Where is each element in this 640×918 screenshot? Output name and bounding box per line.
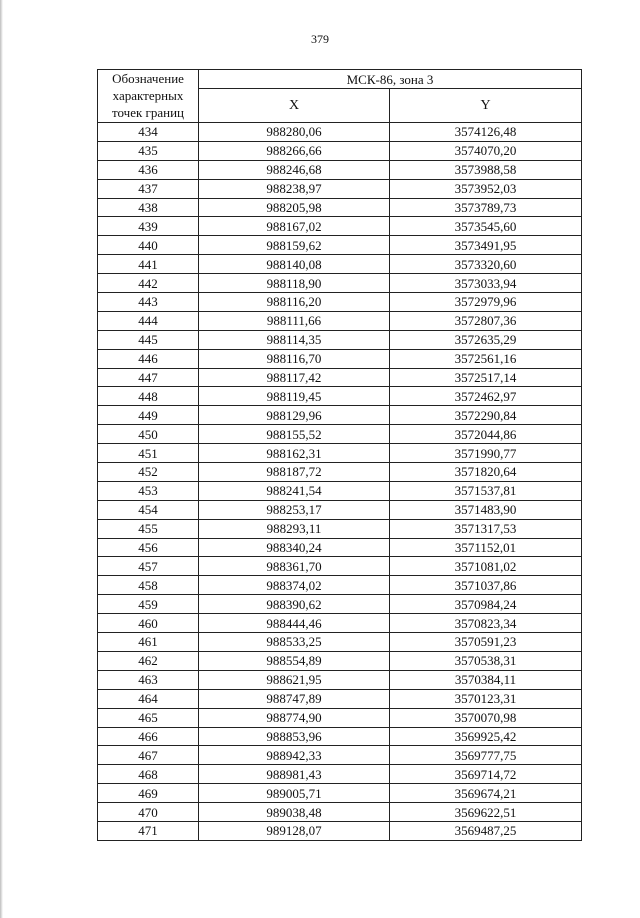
point-cell: 469 [98,784,199,803]
point-cell: 438 [98,198,199,217]
y-cell: 3569622,51 [390,803,582,822]
point-cell: 468 [98,765,199,784]
point-cell: 444 [98,311,199,330]
x-cell: 988293,11 [199,519,390,538]
x-cell: 988374,02 [199,576,390,595]
point-cell: 462 [98,651,199,670]
x-cell: 988119,45 [199,387,390,406]
y-cell: 3571820,64 [390,463,582,482]
y-cell: 3573952,03 [390,179,582,198]
point-cell: 457 [98,557,199,576]
table-row [98,538,582,557]
point-cell: 440 [98,236,199,255]
point-cell: 434 [98,123,199,142]
x-cell: 988253,17 [199,500,390,519]
y-cell: 3572807,36 [390,311,582,330]
table-row [98,425,582,444]
point-cell: 458 [98,576,199,595]
y-cell: 3573491,95 [390,236,582,255]
x-cell: 988390,62 [199,595,390,614]
point-cell: 461 [98,633,199,652]
x-cell: 988280,06 [199,123,390,142]
y-cell: 3571483,90 [390,500,582,519]
page-number: 379 [311,32,329,46]
y-cell: 3572290,84 [390,406,582,425]
table-row [98,349,582,368]
table-row [98,481,582,500]
y-cell: 3572635,29 [390,330,582,349]
table-row [98,708,582,727]
x-cell: 988238,97 [199,179,390,198]
point-cell: 445 [98,330,199,349]
table-row [98,765,582,784]
y-cell: 3570984,24 [390,595,582,614]
x-cell: 988116,70 [199,349,390,368]
point-cell: 453 [98,481,199,500]
x-cell: 988117,42 [199,368,390,387]
y-cell: 3573545,60 [390,217,582,236]
table-row [98,236,582,255]
table-row [98,330,582,349]
x-cell: 988533,25 [199,633,390,652]
point-cell: 459 [98,595,199,614]
y-cell: 3573789,73 [390,198,582,217]
x-cell: 988129,96 [199,406,390,425]
point-cell: 456 [98,538,199,557]
x-cell: 988159,62 [199,236,390,255]
scan-edge-shadow [0,0,3,918]
x-cell: 988111,66 [199,311,390,330]
table-row [98,614,582,633]
y-cell: 3573320,60 [390,255,582,274]
table-row [98,633,582,652]
y-cell: 3569674,21 [390,784,582,803]
x-cell: 988942,33 [199,746,390,765]
x-cell: 988246,68 [199,160,390,179]
point-cell: 463 [98,670,199,689]
y-cell: 3571037,86 [390,576,582,595]
table-row [98,463,582,482]
y-cell: 3571081,02 [390,557,582,576]
point-cell: 454 [98,500,199,519]
table-row [98,160,582,179]
point-cell: 437 [98,179,199,198]
x-cell: 988361,70 [199,557,390,576]
point-cell: 435 [98,141,199,160]
x-cell: 988162,31 [199,444,390,463]
point-cell: 441 [98,255,199,274]
point-cell: 467 [98,746,199,765]
table-row [98,274,582,293]
header-coordinate-system: МСК-86, зона 3 [199,70,582,89]
y-cell: 3574126,48 [390,123,582,142]
table-row [98,727,582,746]
header-y: Y [390,89,582,123]
x-cell: 989005,71 [199,784,390,803]
point-cell: 449 [98,406,199,425]
table-row [98,576,582,595]
y-cell: 3572561,16 [390,349,582,368]
x-cell: 988241,54 [199,481,390,500]
point-cell: 448 [98,387,199,406]
point-cell: 443 [98,293,199,312]
x-cell: 988116,20 [199,293,390,312]
y-cell: 3570070,98 [390,708,582,727]
point-cell: 446 [98,349,199,368]
point-cell: 442 [98,274,199,293]
point-cell: 439 [98,217,199,236]
table-row [98,803,582,822]
table-row [98,311,582,330]
x-cell: 988747,89 [199,689,390,708]
table-row [98,821,582,840]
table-row [98,784,582,803]
x-cell: 988167,02 [199,217,390,236]
y-cell: 3569925,42 [390,727,582,746]
point-cell: 452 [98,463,199,482]
x-cell: 988155,52 [199,425,390,444]
point-cell: 450 [98,425,199,444]
x-cell: 988981,43 [199,765,390,784]
point-cell: 460 [98,614,199,633]
x-cell: 988340,24 [199,538,390,557]
coordinates-table [97,69,582,841]
y-cell: 3570384,11 [390,670,582,689]
y-cell: 3573988,58 [390,160,582,179]
x-cell: 988205,98 [199,198,390,217]
table-row [98,444,582,463]
point-cell: 436 [98,160,199,179]
y-cell: 3569487,25 [390,821,582,840]
y-cell: 3572462,97 [390,387,582,406]
x-cell: 988444,46 [199,614,390,633]
point-cell: 455 [98,519,199,538]
x-cell: 988774,90 [199,708,390,727]
table-row [98,519,582,538]
point-cell: 464 [98,689,199,708]
table-row [98,368,582,387]
y-cell: 3570538,31 [390,651,582,670]
y-cell: 3572517,14 [390,368,582,387]
y-cell: 3570823,34 [390,614,582,633]
x-cell: 988266,66 [199,141,390,160]
y-cell: 3571152,01 [390,538,582,557]
y-cell: 3573033,94 [390,274,582,293]
y-cell: 3572979,96 [390,293,582,312]
table-row [98,557,582,576]
y-cell: 3569714,72 [390,765,582,784]
table-row [98,198,582,217]
y-cell: 3570591,23 [390,633,582,652]
point-cell: 465 [98,708,199,727]
x-cell: 989128,07 [199,821,390,840]
y-cell: 3571990,77 [390,444,582,463]
point-cell: 451 [98,444,199,463]
table-row [98,255,582,274]
x-cell: 988554,89 [199,651,390,670]
point-cell: 447 [98,368,199,387]
table-row [98,217,582,236]
x-cell: 988140,08 [199,255,390,274]
table-row [98,746,582,765]
x-cell: 988853,96 [199,727,390,746]
x-cell: 988118,90 [199,274,390,293]
x-cell: 988187,72 [199,463,390,482]
y-cell: 3569777,75 [390,746,582,765]
point-cell: 466 [98,727,199,746]
table-row [98,651,582,670]
table-row [98,406,582,425]
point-cell: 470 [98,803,199,822]
table-row [98,293,582,312]
y-cell: 3570123,31 [390,689,582,708]
point-cell: 471 [98,821,199,840]
y-cell: 3574070,20 [390,141,582,160]
table-row [98,179,582,198]
header-point-label: Обозначение характерных точек границ [98,70,199,123]
table-row [98,123,582,142]
x-cell: 989038,48 [199,803,390,822]
table-row [98,689,582,708]
table-row [98,670,582,689]
y-cell: 3572044,86 [390,425,582,444]
table-row [98,595,582,614]
table-row [98,141,582,160]
x-cell: 988621,95 [199,670,390,689]
x-cell: 988114,35 [199,330,390,349]
table-body [98,123,582,841]
y-cell: 3571537,81 [390,481,582,500]
table-row [98,387,582,406]
table-row [98,500,582,519]
y-cell: 3571317,53 [390,519,582,538]
header-x: X [199,89,390,123]
